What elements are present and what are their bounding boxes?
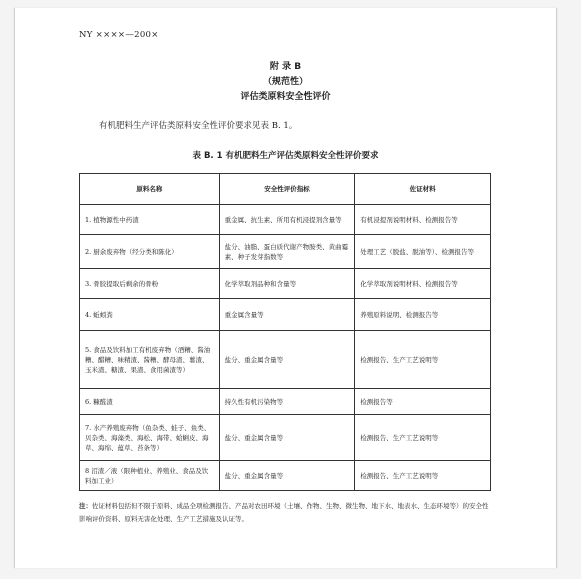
evidence-cell: 检测报告、生产工艺说明等 (355, 461, 491, 491)
evidence-cell: 检测报告等 (355, 389, 491, 415)
note-label: 注： (79, 502, 92, 510)
safety-index-cell: 盐分、油脂、蛋白质代谢产物胺类、黄曲霉素、种子发芽指数等 (219, 235, 355, 269)
table-row (80, 461, 491, 491)
evidence-cell: 化学萃取剂说明材料、检测报告等 (355, 269, 491, 299)
appendix-title: 附 录 B (269, 62, 302, 72)
evidence-cell: 检测报告、生产工艺说明等 (355, 331, 491, 389)
appendix-subtitle: 评估类原料安全性评价 (240, 92, 331, 102)
evidence-cell: 处理工艺（脱盐、脱油等）、检测报告等 (355, 235, 491, 269)
table-note (79, 500, 491, 526)
note-text: 佐证材料包括但不限于原料、成品全项检测报告、产品对农田环境（土壤、作物、生物、微生物、地下水、地表水、生态环境等）的安全性影响评价资料、原料无害化处理、生产工艺措施及认证等。 (79, 502, 489, 523)
table-row (80, 389, 491, 415)
evidence-cell: 有机浸提剂说明材料、检测报告等 (355, 205, 491, 235)
material-cell: 8 沼渣／液（限种植业、养殖业、食品及饮料加工业） (80, 461, 220, 491)
table-row (80, 415, 491, 461)
safety-index-cell: 持久性有机污染物等 (219, 389, 355, 415)
safety-index-cell: 盐分、重金属含量等 (219, 461, 355, 491)
table-row (80, 299, 491, 331)
table-row (80, 235, 491, 269)
evidence-cell: 养殖原料说明、检测报告等 (355, 299, 491, 331)
table-row (80, 269, 491, 299)
material-cell: 1. 植物源性中药渣 (80, 205, 220, 235)
safety-index-cell: 化学萃取剂品种和含量等 (219, 269, 355, 299)
document-page (14, 8, 557, 568)
appendix-nature: （规范性） (262, 77, 308, 87)
material-cell: 5. 食品及饮料加工有机废弃物（酒糟、酱油糟、醋糟、味精渣、酱糟、酵母渣、薯渣、玉米渣、糖渣、果渣、食用菌渣等） (80, 331, 220, 389)
safety-index-cell: 盐分、重金属含量等 (219, 415, 355, 461)
material-cell: 3. 骨胶提取后剩余的骨粉 (80, 269, 220, 299)
material-cell: 4. 蚯蚓粪 (80, 299, 220, 331)
material-cell: 2. 厨余废弃物（经分类和陈化） (80, 235, 220, 269)
table-row (80, 331, 491, 389)
material-cell: 7. 水产养殖废弃物（鱼杂类、蛙子、鱼类、贝杂类、海藻类、海松、海带、蛤蜊皮、海草、海绵、蕴草、苔条等） (80, 415, 220, 461)
standard-code: NY ××××—200× (79, 30, 159, 40)
safety-index-cell: 盐分、重金属含量等 (219, 331, 355, 389)
intro-paragraph: 有机肥料生产评估类原料安全性评价要求见表 B. 1。 (99, 121, 298, 131)
table-header-row (80, 174, 491, 205)
evidence-cell: 检测报告、生产工艺说明等 (355, 415, 491, 461)
column-header-safety-index: 安全性评价指标 (219, 174, 355, 205)
table-title: 表 B. 1 有机肥料生产评估类原料安全性评价要求 (192, 151, 379, 161)
safety-index-cell: 重金属含量等 (219, 299, 355, 331)
material-cell: 6. 糠醛渣 (80, 389, 220, 415)
evaluation-table (79, 173, 491, 491)
safety-index-cell: 重金属、抗生素、所用有机浸提剂含量等 (219, 205, 355, 235)
table-row (80, 205, 491, 235)
column-header-material: 原料名称 (80, 174, 220, 205)
column-header-evidence: 佐证材料 (355, 174, 491, 205)
